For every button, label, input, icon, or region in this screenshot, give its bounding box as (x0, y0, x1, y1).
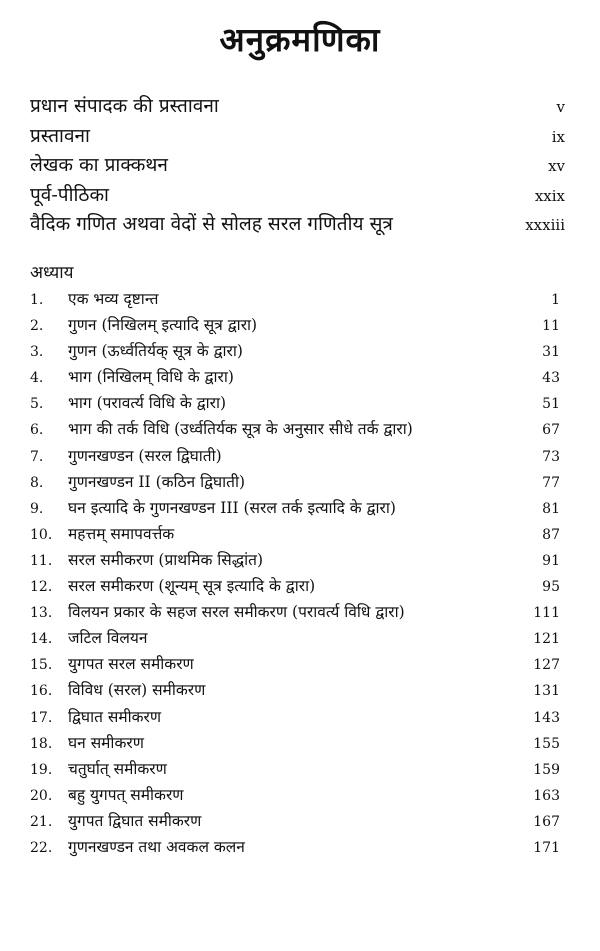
toc-chapter-entry (30, 338, 560, 364)
chapter-page: 77 (542, 474, 560, 491)
toc-chapter-entry (30, 730, 560, 756)
chapter-number: 2. (30, 318, 44, 335)
chapter-number: 20. (30, 787, 53, 804)
chapter-page: 1 (551, 292, 560, 308)
chapter-title: एक भव्य दृष्टान्त (68, 290, 159, 308)
toc-entry-title: प्रधान संपादक की प्रस्तावना (30, 95, 219, 117)
toc-chapter-entry (30, 521, 560, 547)
toc-front-entry (30, 210, 565, 240)
chapter-number: 1. (30, 292, 44, 308)
chapter-page: 43 (542, 370, 560, 387)
chapter-number: 5. (30, 396, 44, 413)
chapter-page: 127 (533, 657, 560, 674)
front-matter-list (30, 92, 565, 240)
toc-entry-title: लेखक का प्राक्कथन (30, 154, 168, 176)
chapter-title: विलयन प्रकार के सहज सरल समीकरण (परावर्त्य विधि द्वारा) (68, 603, 405, 622)
chapter-title: गुणनखण्डन II (कठिन द्विघाती) (68, 472, 246, 491)
chapter-title: भाग (निखिलम् विधि के द्वारा) (68, 368, 234, 387)
chapter-number: 7. (30, 448, 44, 465)
toc-front-entry (30, 151, 565, 181)
chapter-page: 163 (533, 787, 560, 804)
chapter-title: गुणनखण्डन तथा अवकल कलन (68, 837, 245, 856)
chapter-page: 87 (542, 526, 560, 543)
chapter-page: 121 (533, 631, 560, 648)
chapter-page: 81 (542, 500, 560, 517)
chapter-list (30, 286, 560, 860)
toc-entry-page: xv (548, 157, 565, 175)
chapter-number: 17. (30, 709, 53, 726)
toc-entry-title: पूर्व-पीठिका (30, 183, 109, 206)
toc-entry-page: ix (551, 127, 565, 146)
toc-chapter-entry (30, 573, 560, 599)
chapter-title: बहु युगपत् समीकरण (68, 785, 184, 804)
toc-chapter-entry (30, 651, 560, 677)
chapter-page: 31 (542, 344, 560, 361)
toc-entry-title: प्रस्तावना (30, 124, 90, 147)
chapter-number: 15. (30, 657, 53, 674)
chapter-title: भाग (परावर्त्य विधि के द्वारा) (68, 394, 227, 413)
chapter-number: 9. (30, 500, 44, 517)
page-title: अनुक्रमणिका (219, 20, 381, 59)
chapter-title: जटिल विलयन (68, 629, 148, 648)
chapter-title: घन इत्यादि के गुणनखण्डन III (सरल तर्क इत्यादि के द्वारा) (68, 498, 396, 517)
chapter-page: 155 (533, 735, 560, 752)
toc-chapter-entry (30, 495, 560, 521)
chapter-page: 171 (533, 839, 560, 856)
toc-entry-page: xxix (534, 186, 565, 205)
toc-chapter-entry (30, 834, 560, 860)
chapter-page: 11 (542, 318, 560, 335)
chapter-page: 67 (542, 422, 560, 439)
toc-chapter-entry (30, 625, 560, 651)
chapter-title: विविध (सरल) समीकरण (68, 681, 206, 700)
chapter-number: 21. (30, 813, 53, 830)
toc-chapter-entry (30, 677, 560, 703)
toc-chapter-entry (30, 782, 560, 808)
toc-chapter-entry (30, 443, 560, 469)
chapter-number: 6. (30, 422, 44, 439)
toc-chapter-entry (30, 469, 560, 495)
toc-entry-page: v (556, 98, 565, 116)
toc-chapter-entry (30, 808, 560, 834)
chapter-title: गुणन (निखिलम् इत्यादि सूत्र द्वारा) (68, 316, 258, 335)
toc-chapter-entry (30, 312, 560, 338)
toc-front-entry (30, 92, 565, 122)
toc-front-entry (30, 122, 565, 152)
chapter-number: 11. (30, 552, 53, 569)
toc-chapter-entry (30, 364, 560, 390)
toc-front-entry (30, 181, 565, 211)
chapter-page: 143 (533, 709, 560, 726)
chapter-number: 13. (30, 605, 53, 622)
chapter-number: 3. (30, 344, 44, 361)
chapter-title: घन समीकरण (68, 733, 144, 752)
chapter-number: 4. (30, 370, 44, 387)
toc-entry-page: xxxiii (525, 216, 565, 234)
chapter-number: 14. (30, 631, 53, 648)
chapter-number: 10. (30, 526, 53, 543)
chapter-title: चतुर्घात् समीकरण (68, 759, 167, 778)
chapter-title: सरल समीकरण (शून्यम् सूत्र इत्यादि के द्वारा) (68, 577, 316, 596)
toc-chapter-entry (30, 390, 560, 416)
chapter-number: 12. (30, 579, 53, 596)
chapter-page: 159 (533, 761, 560, 778)
chapter-page: 167 (533, 813, 560, 830)
chapter-page: 51 (542, 396, 560, 413)
chapter-title: युगपत द्विघात समीकरण (68, 811, 202, 830)
chapter-title: द्विघात समीकरण (68, 707, 162, 726)
toc-chapter-entry (30, 547, 560, 573)
toc-chapter-entry (30, 756, 560, 782)
toc-chapter-entry (30, 416, 560, 442)
chapter-number: 16. (30, 683, 53, 700)
chapter-number: 18. (30, 735, 53, 752)
chapter-title: सरल समीकरण (प्राथमिक सिद्धांत) (68, 550, 264, 569)
chapter-page: 91 (542, 552, 560, 569)
chapter-number: 8. (30, 474, 44, 491)
chapter-page: 111 (533, 605, 560, 622)
chapter-page: 95 (542, 579, 560, 596)
chapter-number: 19. (30, 761, 53, 778)
toc-entry-title: वैदिक गणित अथवा वेदों से सोलह सरल गणितीय सूत्र (30, 213, 393, 235)
chapter-title: युगपत सरल समीकरण (68, 655, 194, 674)
chapter-number: 22. (30, 839, 53, 856)
chapter-page: 131 (533, 683, 560, 700)
toc-chapter-entry (30, 286, 560, 312)
chapter-title: भाग की तर्क विधि (उर्ध्वतिर्यक सूत्र के अनुसार सीधे तर्क द्वारा) (68, 420, 413, 439)
toc-chapter-entry (30, 704, 560, 730)
toc-chapter-entry (30, 599, 560, 625)
chapter-title: गुणन (ऊर्ध्वतिर्यक् सूत्र के द्वारा) (68, 342, 243, 361)
chapter-title: गुणनखण्डन (सरल द्विघाती) (68, 446, 222, 465)
chapter-title: महत्तम् समापवर्त्तक (68, 524, 175, 543)
chapters-label: अध्याय (30, 263, 74, 283)
chapter-page: 73 (542, 448, 560, 465)
